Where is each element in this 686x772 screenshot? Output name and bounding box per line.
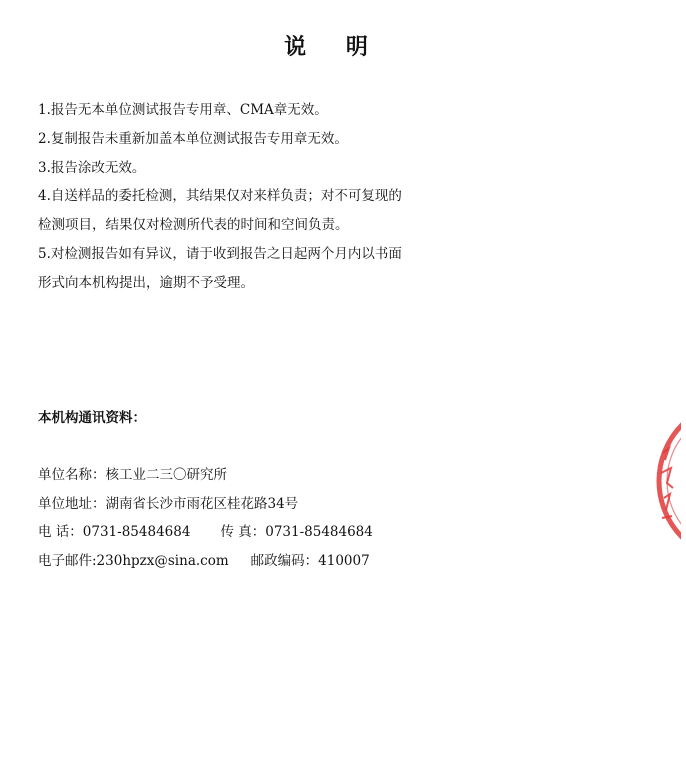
unit-address: 单位地址：湖南省长沙市雨花区桂花路34号 — [38, 495, 299, 512]
page-title: 说 明 — [284, 35, 384, 60]
note-line: 2.复制报告未重新加盖本单位测试报告专用章无效。 — [38, 130, 348, 147]
note-line: 5.对检测报告如有异议，请于收到报告之日起两个月内以书面 — [38, 245, 402, 262]
note-line: 4.自送样品的委托检测，其结果仅对来样负责；对不可复现的 — [38, 188, 402, 205]
phone-fax-row — [38, 518, 373, 547]
email-address: 电子邮件:230hpzx@sina.com — [38, 552, 229, 569]
notes-list — [38, 96, 458, 298]
postcode: 邮政编码：410007 — [250, 552, 370, 569]
phone-number: 电 话：0731-85484684 — [38, 524, 191, 541]
contact-heading: 本机构通讯资料： — [38, 410, 146, 426]
note-line: 形式向本机构提出，逾期不予受理。 — [38, 274, 254, 291]
note-line: 检测项目，结果仅对检测所代表的时间和空间负责。 — [38, 217, 349, 234]
email-postcode-row — [38, 547, 373, 576]
contact-info — [38, 461, 373, 575]
unit-name: 单位名称：核工业二三〇研究所 — [38, 467, 227, 483]
fax-number: 传 真：0731-85484684 — [220, 524, 373, 541]
official-seal-stamp — [655, 398, 681, 564]
note-line: 1.报告无本单位测试报告专用章、CMA章无效。 — [38, 102, 328, 118]
seal-graphic — [655, 398, 681, 564]
note-line: 3.报告涂改无效。 — [38, 159, 146, 176]
